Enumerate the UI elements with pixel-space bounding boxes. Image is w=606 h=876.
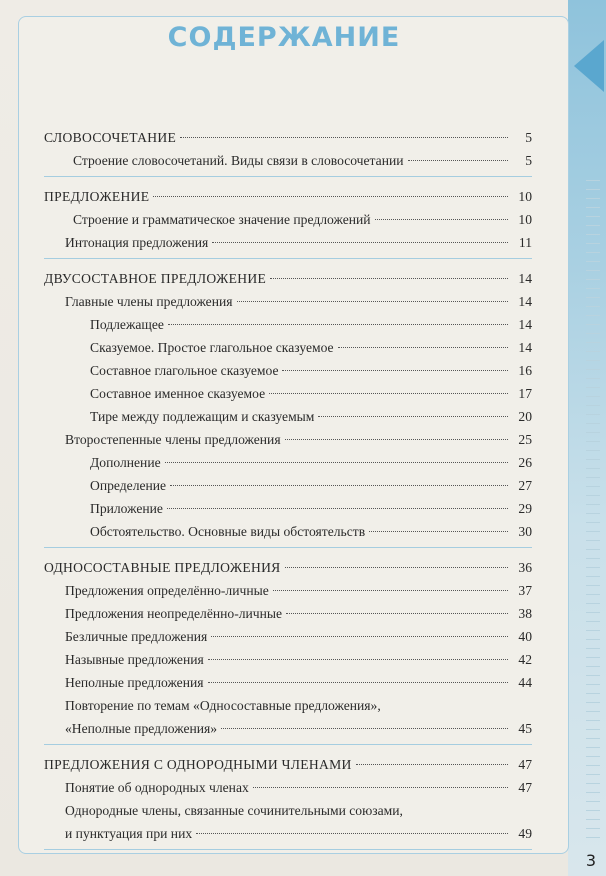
toc-entry-label: Интонация предложения xyxy=(65,235,209,250)
toc-entry-page: 40 xyxy=(518,629,532,644)
toc-entry[interactable] xyxy=(44,382,532,405)
toc-entry-label: Назывные предложения xyxy=(65,652,204,667)
toc-entry[interactable] xyxy=(44,520,532,543)
dot-leader xyxy=(369,531,508,532)
toc-entry-page: 5 xyxy=(525,153,532,168)
dot-leader xyxy=(208,659,508,660)
toc-entry[interactable] xyxy=(44,149,532,172)
dot-leader xyxy=(237,301,508,302)
toc-entry-page: 10 xyxy=(518,212,532,227)
toc-section xyxy=(44,753,532,850)
toc-entry[interactable] xyxy=(44,359,532,382)
dot-leader xyxy=(282,370,508,371)
toc-entry-page: 45 xyxy=(518,721,532,736)
toc-entry-page: 36 xyxy=(518,560,532,575)
toc-entry-page: 27 xyxy=(518,478,532,493)
toc-entry-label: Безличные предложения xyxy=(65,629,208,644)
toc-entry-label: Главные члены предложения xyxy=(65,294,233,309)
page-number: 3 xyxy=(585,851,596,870)
toc-entry-page: 14 xyxy=(518,271,532,286)
toc-entry[interactable] xyxy=(44,776,532,799)
dot-leader xyxy=(318,416,508,417)
toc-entry-page: 14 xyxy=(518,317,532,332)
toc-entry-page: 37 xyxy=(518,583,532,598)
dot-leader xyxy=(286,613,508,614)
toc-entry-label: Приложение xyxy=(90,501,163,516)
toc-section-heading[interactable] xyxy=(44,556,532,579)
toc-entry-label: Второстепенные члены предложения xyxy=(65,432,281,447)
toc-entry[interactable] xyxy=(44,451,532,474)
toc-entry-label: ПРЕДЛОЖЕНИЕ xyxy=(44,189,150,204)
toc-entry-label: «Неполные предложения» xyxy=(65,721,218,736)
toc-entry[interactable] xyxy=(44,497,532,520)
dot-leader xyxy=(208,682,509,683)
toc-entry[interactable] xyxy=(44,428,532,451)
dot-leader xyxy=(211,636,508,637)
toc-entry-page: 49 xyxy=(518,826,532,841)
toc-entry-page: 47 xyxy=(518,757,532,772)
dot-leader xyxy=(212,242,508,243)
toc-entry-page: 17 xyxy=(518,386,532,401)
dot-leader xyxy=(273,590,508,591)
dot-leader xyxy=(167,508,508,509)
toc-entry-page: 44 xyxy=(518,675,532,690)
toc-entry-page: 30 xyxy=(518,524,532,539)
toc-entry[interactable] xyxy=(44,694,532,717)
dot-leader xyxy=(408,160,508,161)
toc-entry-page: 20 xyxy=(518,409,532,424)
table-of-contents xyxy=(44,126,532,858)
toc-entry-label: Строение словосочетаний. Виды связи в словосочетании xyxy=(73,153,404,168)
toc-entry-label: Предложения определённо-личные xyxy=(65,583,269,598)
dot-leader xyxy=(285,439,508,440)
dot-leader xyxy=(338,347,508,348)
toc-entry-label: Тире между подлежащим и сказуемым xyxy=(90,409,315,424)
dot-leader xyxy=(153,196,508,197)
toc-entry-label: и пунктуация при них xyxy=(65,826,193,841)
dot-leader xyxy=(270,278,508,279)
toc-entry-label: Сказуемое. Простое глагольное сказуемое xyxy=(90,340,334,355)
toc-entry-page: 14 xyxy=(518,294,532,309)
toc-entry[interactable] xyxy=(44,602,532,625)
toc-section xyxy=(44,556,532,745)
toc-entry[interactable] xyxy=(44,208,532,231)
toc-entry[interactable] xyxy=(44,231,532,254)
dot-leader xyxy=(269,393,508,394)
toc-entry-page: 38 xyxy=(518,606,532,621)
dot-leader xyxy=(221,728,508,729)
toc-section-heading[interactable] xyxy=(44,185,532,208)
toc-section xyxy=(44,126,532,177)
toc-entry-label: Неполные предложения xyxy=(65,675,204,690)
toc-entry-label: ДВУСОСТАВНОЕ ПРЕДЛОЖЕНИЕ xyxy=(44,271,267,286)
toc-entry-label: Однородные члены, связанные сочинительными союзами, xyxy=(65,803,403,818)
toc-entry-page: 25 xyxy=(518,432,532,447)
toc-entry-page: 10 xyxy=(518,189,532,204)
dot-leader xyxy=(180,137,508,138)
dot-leader xyxy=(253,787,508,788)
toc-entry-page: 16 xyxy=(518,363,532,378)
toc-entry[interactable] xyxy=(44,290,532,313)
toc-entry[interactable] xyxy=(44,313,532,336)
dot-leader xyxy=(170,485,508,486)
dot-leader xyxy=(165,462,508,463)
toc-entry[interactable] xyxy=(44,822,532,845)
toc-entry-label: Повторение по темам «Односоставные предложения», xyxy=(65,698,381,713)
toc-entry-label: Обстоятельство. Основные виды обстоятельств xyxy=(90,524,366,539)
dot-leader xyxy=(375,219,508,220)
toc-entry-label: Подлежащее xyxy=(90,317,164,332)
toc-section-heading[interactable] xyxy=(44,267,532,290)
toc-entry-page: 42 xyxy=(518,652,532,667)
toc-entry-page: 29 xyxy=(518,501,532,516)
toc-entry-label: Составное именное сказуемое xyxy=(90,386,266,401)
toc-entry-label: СЛОВОСОЧЕТАНИЕ xyxy=(44,130,177,145)
toc-entry[interactable] xyxy=(44,625,532,648)
decorative-side-strip xyxy=(568,0,606,876)
toc-section-heading[interactable] xyxy=(44,126,532,149)
toc-entry-label: Понятие об однородных членах xyxy=(65,780,249,795)
toc-entry-label: Определение xyxy=(90,478,167,493)
dot-leader xyxy=(285,567,508,568)
toc-entry[interactable] xyxy=(44,717,532,740)
toc-section xyxy=(44,185,532,259)
toc-section xyxy=(44,267,532,548)
toc-entry[interactable] xyxy=(44,648,532,671)
toc-entry-label: ОДНОСОСТАВНЫЕ ПРЕДЛОЖЕНИЯ xyxy=(44,560,281,575)
toc-entry[interactable] xyxy=(44,336,532,359)
toc-entry[interactable] xyxy=(44,671,532,694)
ruler-ticks-decoration xyxy=(586,180,600,840)
toc-entry-page: 5 xyxy=(525,130,532,145)
toc-entry-page: 11 xyxy=(518,235,532,250)
toc-entry-label: Предложения неопределённо-личные xyxy=(65,606,283,621)
dot-leader xyxy=(356,764,508,765)
toc-entry-page: 47 xyxy=(518,780,532,795)
toc-entry-label: Строение и грамматическое значение предложений xyxy=(73,212,371,227)
toc-section-heading[interactable] xyxy=(44,753,532,776)
toc-entry-label: Дополнение xyxy=(90,455,161,470)
toc-entry[interactable] xyxy=(44,474,532,497)
toc-entry-page: 14 xyxy=(518,340,532,355)
page-title: СОДЕРЖАНИЕ xyxy=(167,22,401,53)
toc-entry-page: 26 xyxy=(518,455,532,470)
toc-entry[interactable] xyxy=(44,579,532,602)
toc-entry-label: Составное глагольное сказуемое xyxy=(90,363,279,378)
toc-entry[interactable] xyxy=(44,405,532,428)
toc-entry-label: ПРЕДЛОЖЕНИЯ С ОДНОРОДНЫМИ ЧЛЕНАМИ xyxy=(44,757,352,772)
toc-entry[interactable] xyxy=(44,799,532,822)
dot-leader xyxy=(196,833,508,834)
arrow-decoration-icon xyxy=(574,40,604,92)
dot-leader xyxy=(168,324,508,325)
